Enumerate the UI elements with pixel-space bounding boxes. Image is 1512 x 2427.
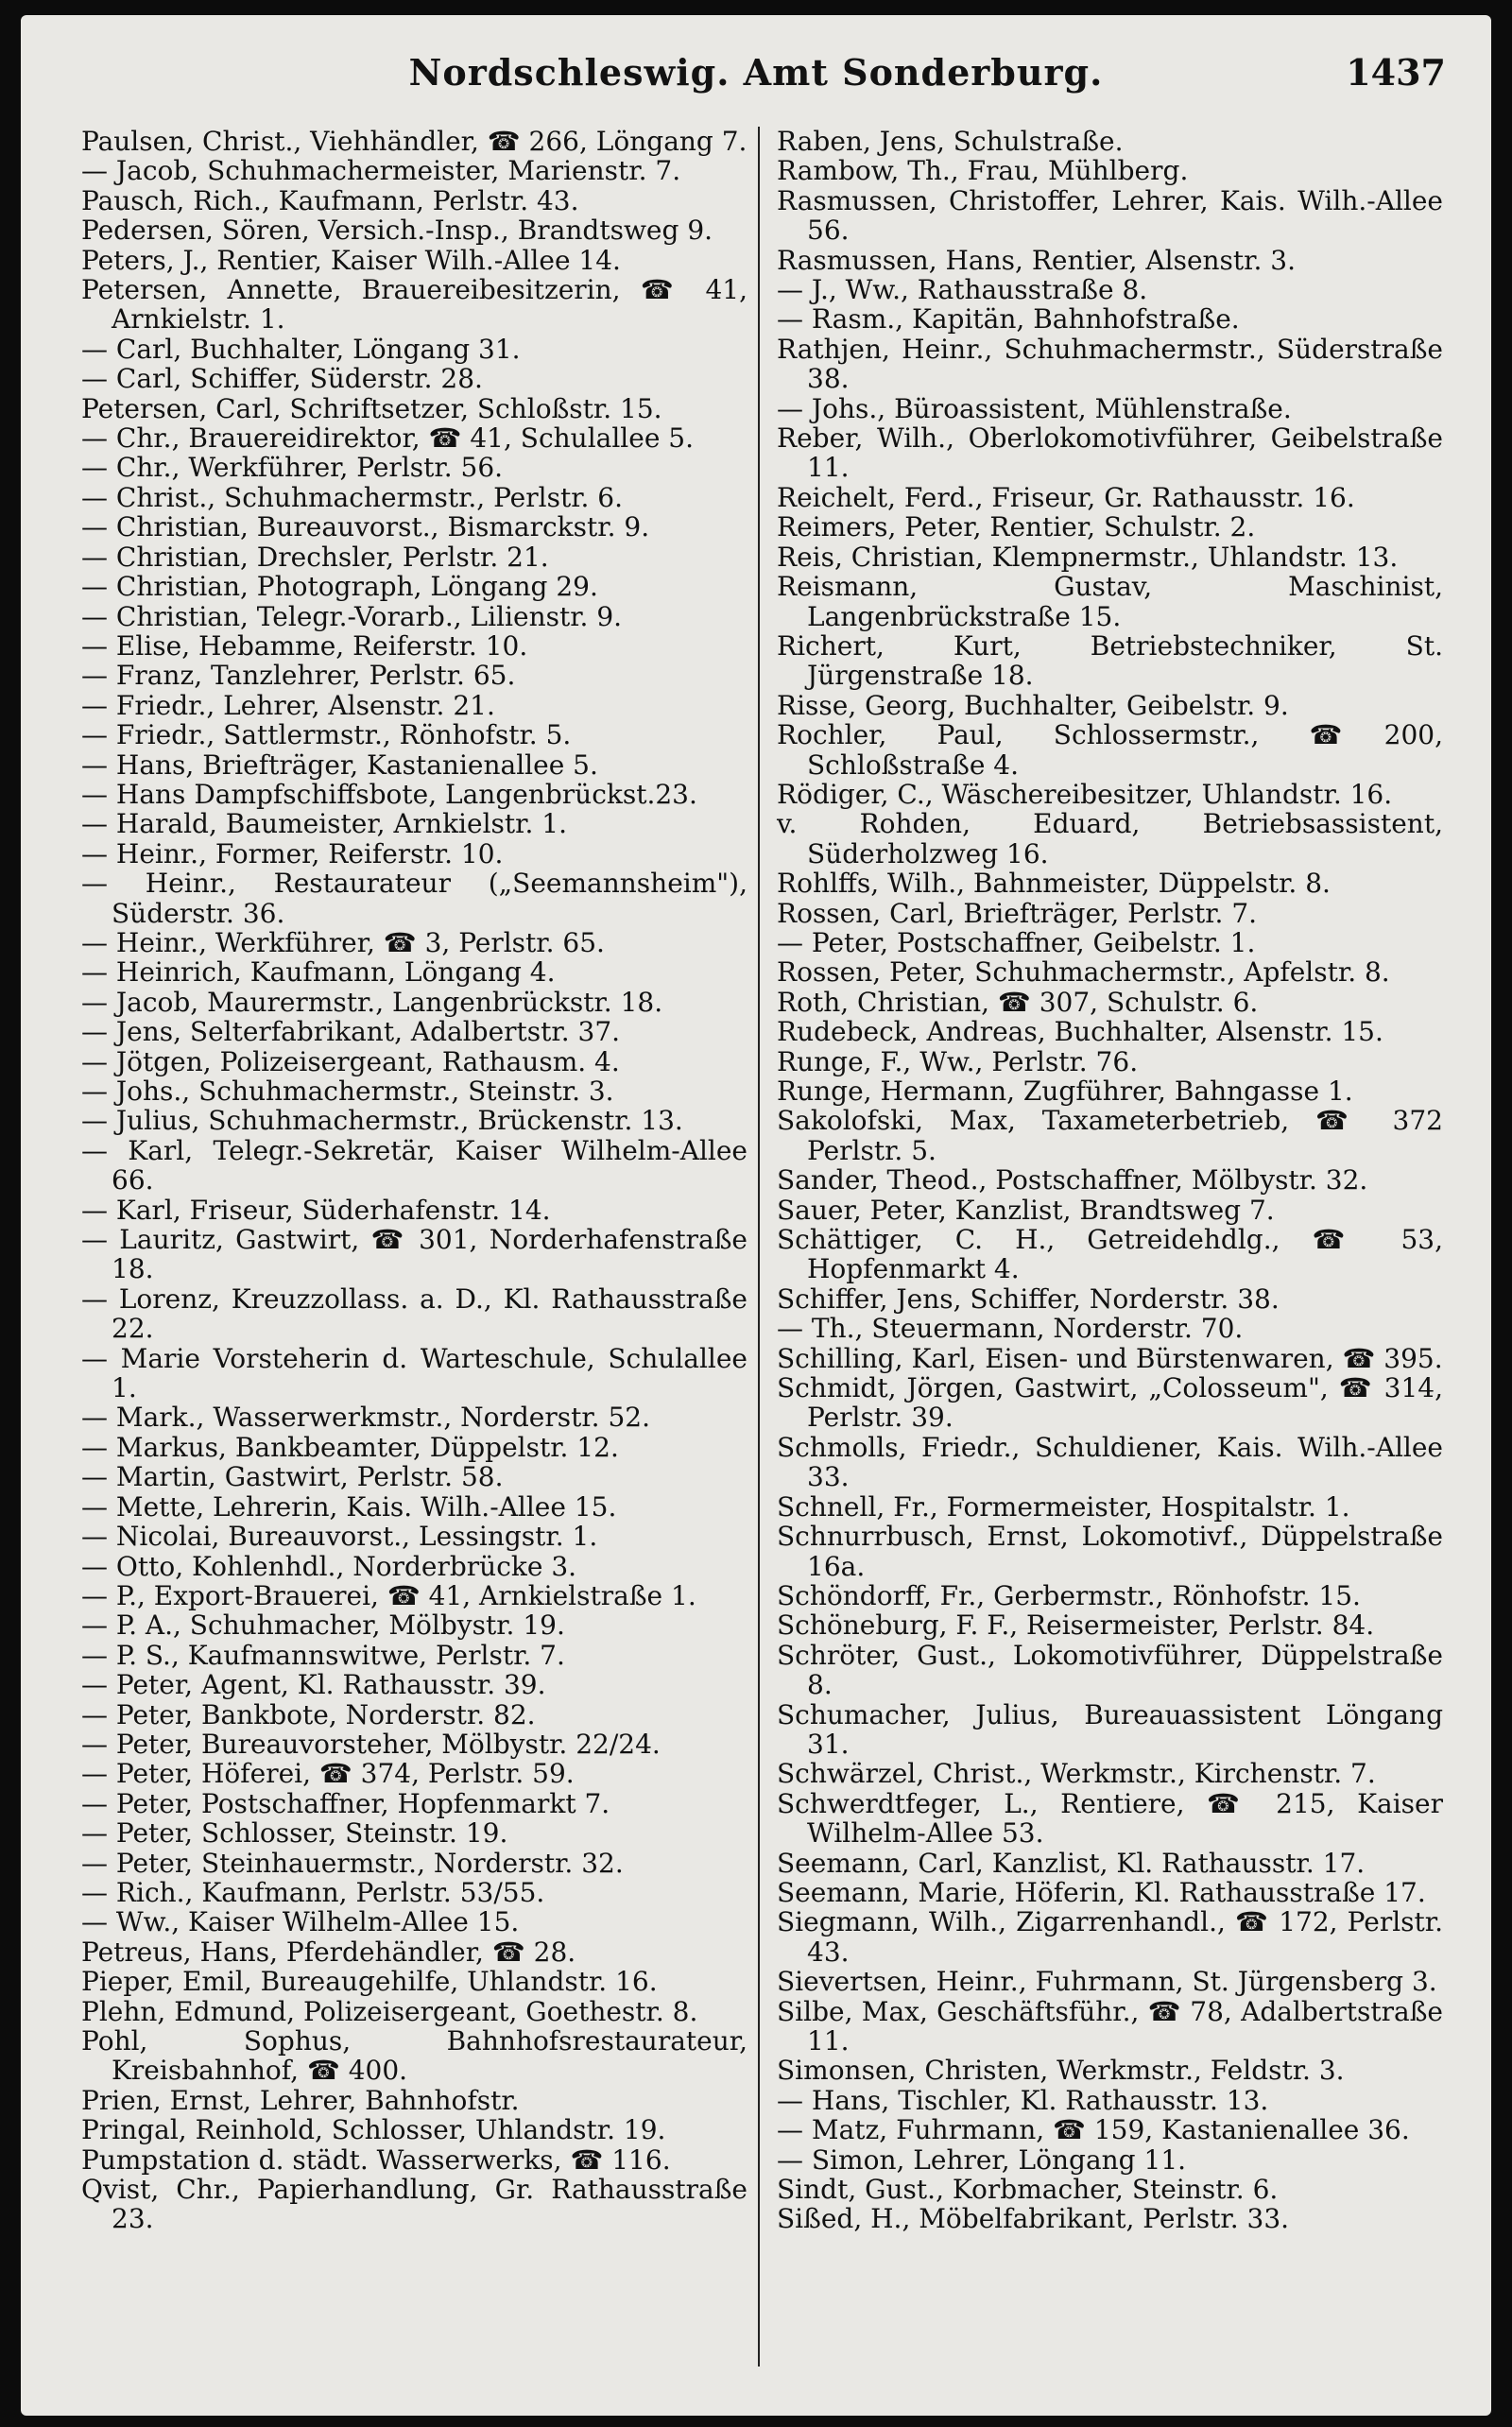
directory-entry: Reimers, Peter, Rentier, Schulstr. 2. [777, 511, 1256, 543]
directory-entry: — Th., Steuermann, Norderstr. 70. [777, 1313, 1244, 1345]
directory-entry: — Christian, Telegr.-Vorarb., Lilienstr. 9. [81, 600, 623, 632]
directory-entry: — Carl, Schiffer, Süderstr. 28. [81, 363, 483, 395]
directory-entry: Pohl, Sophus, Bahnhofsrestaurateur, Kreisbahnhof, ☎ 400. [81, 2025, 747, 2087]
directory-entry: Simonsen, Christen, Werkmstr., Feldstr. 3. [777, 2055, 1345, 2087]
directory-entry: Silbe, Max, Geschäftsführ., ☎ 78, Adalbertstraße 11. [777, 1995, 1443, 2057]
directory-entry: Petreus, Hans, Pferdehändler, ☎ 28. [81, 1936, 576, 1968]
directory-entry: — Hans Dampfschiffsbote, Langenbrückst.23. [81, 778, 697, 810]
directory-entry: — Otto, Kohlenhdl., Norderbrücke 3. [81, 1550, 577, 1582]
directory-entry: Schröter, Gust., Lokomotivführer, Düppelstraße 8. [777, 1639, 1443, 1701]
directory-entry: Reichelt, Ferd., Friseur, Gr. Rathausstr. 16. [777, 481, 1355, 513]
directory-entry: Rochler, Paul, Schlossermstr., ☎200, Schloßstraße 4. [777, 719, 1443, 781]
directory-entry: Pedersen, Sören, Versich.-Insp., Brandtsweg 9. [81, 215, 713, 247]
directory-entry: — Franz, Tanzlehrer, Perlstr. 65. [81, 660, 516, 692]
directory-entry: Schumacher, Julius, Bureauassistent Löngang 31. [777, 1698, 1443, 1760]
directory-entry: Seemann, Marie, Höferin, Kl. Rathausstraße 17. [777, 1876, 1426, 1908]
directory-entry: — Heinr., Werkführer, ☎ 3, Perlstr. 65. [81, 926, 605, 958]
directory-entry: — Heinr., Former, Reiferstr. 10. [81, 837, 504, 869]
directory-entry: Schwärzel, Christ., Werkmstr., Kirchenstr. 7. [777, 1758, 1376, 1790]
directory-entry: — Johs., Schuhmachermstr., Steinstr. 3. [81, 1076, 614, 1107]
directory-entry: Schiffer, Jens, Schiffer, Norderstr. 38. [777, 1282, 1280, 1315]
directory-entry: Schnurrbusch, Ernst, Lokomotivf., Düppelstraße 16a. [777, 1521, 1443, 1582]
directory-entry: Peters, J., Rentier, Kaiser Wilh.-Allee 14. [81, 244, 621, 276]
left-column [81, 127, 747, 2234]
directory-entry: Rossen, Peter, Schuhmachermstr., Apfelstr. 8. [777, 956, 1390, 989]
directory-entry: Reber, Wilh., Oberlokomotivführer, Geibelstraße 11. [777, 422, 1443, 484]
page-header [21, 51, 1491, 108]
page-number: 1437 [1346, 51, 1446, 94]
directory-entry: Paulsen, Christ., Viehhändler, ☎ 266, Löngang 7. [81, 126, 747, 157]
directory-entry: Rasmussen, Hans, Rentier, Alsenstr. 3. [777, 244, 1296, 276]
directory-entry: Prien, Ernst, Lehrer, Bahnhofstr. [81, 2084, 520, 2116]
directory-entry: — Lauritz, Gastwirt, ☎ 301, Norderhafenstraße 18. [81, 1224, 747, 1285]
directory-entry: Sievertsen, Heinr., Fuhrmann, St. Jürgensberg 3. [777, 1966, 1437, 1998]
directory-entry: Pieper, Emil, Bureaugehilfe, Uhlandstr. 16. [81, 1966, 658, 1998]
directory-entry: — Christian, Drechsler, Perlstr. 21. [81, 541, 549, 573]
directory-entry: — P., Export-Brauerei, ☎ 41, Arnkielstraße 1. [81, 1579, 696, 1611]
directory-entry: — Jens, Selterfabrikant, Adalbertstr. 37. [81, 1016, 621, 1048]
directory-entry: Qvist, Chr., Papierhandlung, Gr. Rathausstraße 23. [81, 2174, 747, 2235]
directory-entry: Schättiger, C. H., Getreidehdlg., ☎ 53, Hopfenmarkt 4. [777, 1224, 1443, 1285]
directory-entry: Rathjen, Heinr., Schuhmachermstr., Süderstraße 38. [777, 333, 1443, 395]
directory-entry: — Mark., Wasserwerkmstr., Norderstr. 52. [81, 1402, 650, 1434]
directory-entry: — Peter, Postschaffner, Geibelstr. 1. [777, 926, 1256, 958]
directory-entry: Pumpstation d. städt. Wasserwerks, ☎ 116. [81, 2143, 671, 2176]
directory-entry: — Johs., Büroassistent, Mühlenstraße. [777, 392, 1292, 424]
directory-entry: Runge, Hermann, Zugführer, Bahngasse 1. [777, 1076, 1353, 1107]
directory-entry: Rasmussen, Christoffer, Lehrer, Kais. Wilh.-Allee 56. [777, 184, 1443, 247]
directory-entry: Rohlffs, Wilh., Bahnmeister, Düppelstr. 8. [777, 868, 1331, 900]
directory-entry: — Christian, Photograph, Löngang 29. [81, 571, 598, 603]
directory-entry: — Peter, Höferei, ☎ 374, Perlstr. 59. [81, 1758, 575, 1790]
directory-entry: Reis, Christian, Klempnermstr., Uhlandstr. 13. [777, 541, 1399, 573]
directory-entry: — Mette, Lehrerin, Kais. Wilh.-Allee 15. [81, 1490, 617, 1523]
directory-entry: — Ww., Kaiser Wilhelm-Allee 15. [81, 1906, 520, 1938]
directory-entry: — Markus, Bankbeamter, Düppelstr. 12. [81, 1431, 619, 1463]
column-divider [758, 127, 760, 2367]
directory-entry: — Peter, Steinhauermstr., Norderstr. 32. [81, 1847, 624, 1879]
directory-entry: Schöndorff, Fr., Gerbermstr., Rönhofstr. 15. [777, 1579, 1361, 1611]
directory-entry: — Elise, Hebamme, Reiferstr. 10. [81, 629, 528, 662]
directory-entry: Schnell, Fr., Formermeister, Hospitalstr. 1. [777, 1490, 1350, 1523]
directory-entry: Petersen, Annette, Brauereibesitzerin, ☎ 41, Arnkielstr. 1. [81, 274, 747, 336]
directory-entry: — Julius, Schuhmachermstr., Brückenstr. 13. [81, 1105, 683, 1137]
directory-entry: Schöneburg, F. F., Reisermeister, Perlstr. 84. [777, 1609, 1375, 1642]
directory-entry: Runge, F., Ww., Perlstr. 76. [777, 1045, 1139, 1077]
directory-entry: — Peter, Bankbote, Norderstr. 82. [81, 1698, 536, 1730]
directory-entry: Rossen, Carl, Briefträger, Perlstr. 7. [777, 897, 1258, 929]
directory-entry: Plehn, Edmund, Polizeisergeant, Goethestr. 8. [81, 1995, 698, 2027]
directory-entry: — P. A., Schuhmacher, Mölbystr. 19. [81, 1609, 565, 1642]
right-column [777, 127, 1443, 2234]
directory-entry: — Lorenz, Kreuzzollass. a. D., Kl. Rathausstraße 22. [81, 1282, 747, 1345]
directory-entry: — Peter, Schlosser, Steinstr. 19. [81, 1817, 508, 1850]
directory-entry: — Karl, Telegr.-Sekretär, Kaiser Wilhelm-Allee 66. [81, 1134, 747, 1196]
directory-entry: — Heinrich, Kaufmann, Löngang 4. [81, 956, 556, 989]
directory-entry: — Marie Vorsteherin d. Warteschule, Schulallee 1. [81, 1342, 747, 1404]
directory-entry: Roth, Christian, ☎ 307, Schulstr. 6. [777, 986, 1259, 1018]
directory-page [21, 15, 1491, 2416]
directory-entry: Sauer, Peter, Kanzlist, Brandtsweg 7. [777, 1194, 1275, 1226]
directory-entry: — J., Ww., Rathausstraße 8. [777, 274, 1148, 306]
directory-entry: — Harald, Baumeister, Arnkielstr. 1. [81, 808, 567, 840]
directory-entry: — Hans, Briefträger, Kastanienallee 5. [81, 749, 598, 781]
directory-entry: Rambow, Th., Frau, Mühlberg. [777, 155, 1189, 187]
directory-entry: — Karl, Friseur, Süderhafenstr. 14. [81, 1194, 551, 1226]
directory-entry: Schilling, Karl, Eisen- und Bürstenwaren, ☎ 395. [777, 1342, 1443, 1374]
directory-entry: Rudebeck, Andreas, Buchhalter, Alsenstr. 15. [777, 1016, 1383, 1048]
directory-entry: Raben, Jens, Schulstraße. [777, 126, 1124, 157]
directory-entry: Pringal, Reinhold, Schlosser, Uhlandstr. 19. [81, 2114, 666, 2146]
directory-entry: — Peter, Postschaffner, Hopfenmarkt 7. [81, 1787, 610, 1819]
directory-entry: Schmidt, Jörgen, Gastwirt, „Colosseum", ☎ 314, Perlstr. 39. [777, 1372, 1443, 1434]
directory-entry: Sander, Theod., Postschaffner, Mölbystr. 32. [777, 1164, 1368, 1196]
directory-entry: Schwerdtfeger, L., Rentiere, ☎ 215, Kaiser Wilhelm-Allee 53. [777, 1787, 1443, 1850]
directory-entry: — Chr., Brauereidirektor, ☎ 41, Schulallee 5. [81, 422, 695, 455]
directory-entry: Sindt, Gust., Korbmacher, Steinstr. 6. [777, 2174, 1279, 2206]
directory-entry: Sakolofski, Max, Taxameterbetrieb, ☎ 372 Perlstr. 5. [777, 1105, 1443, 1166]
directory-entry: — Rasm., Kapitän, Bahnhofstraße. [777, 303, 1240, 336]
directory-entry: — Nicolai, Bureauvorst., Lessingstr. 1. [81, 1521, 598, 1553]
directory-entry: — Rich., Kaufmann, Perlstr. 53/55. [81, 1876, 545, 1908]
directory-entry: v. Rohden, Eduard, Betriebsassistent, Süderholzweg 16. [777, 808, 1443, 869]
directory-entry: Reismann, Gustav, Maschinist, Langenbrückstraße 15. [777, 571, 1443, 632]
directory-entry: Risse, Georg, Buchhalter, Geibelstr. 9. [777, 689, 1289, 721]
directory-entry: Richert, Kurt, Betriebstechniker, St. Jürgenstraße 18. [777, 629, 1443, 692]
directory-entry: — Peter, Agent, Kl. Rathausstr. 39. [81, 1669, 546, 1701]
directory-entry: — Heinr., Restaurateur („Seemannsheim"), Süderstr. 36. [81, 868, 747, 929]
directory-entry: — Jötgen, Polizeisergeant, Rathausm. 4. [81, 1045, 620, 1077]
directory-entry: — Martin, Gastwirt, Perlstr. 58. [81, 1461, 504, 1493]
directory-entry: — Hans, Tischler, Kl. Rathausstr. 13. [777, 2084, 1269, 2116]
directory-entry: Sißed, H., Möbelfabrikant, Perlstr. 33. [777, 2203, 1290, 2235]
directory-entry: Seemann, Carl, Kanzlist, Kl. Rathausstr. 17. [777, 1847, 1366, 1879]
directory-entry: — Matz, Fuhrmann, ☎ 159, Kastanienallee 36. [777, 2114, 1410, 2146]
directory-entry: — Chr., Werkführer, Perlstr. 56. [81, 452, 504, 484]
directory-entry: — Simon, Lehrer, Löngang 11. [777, 2143, 1187, 2176]
directory-entry: Rödiger, C., Wäschereibesitzer, Uhlandstr. 16. [777, 778, 1393, 810]
directory-entry: Petersen, Carl, Schriftsetzer, Schloßstr. 15. [81, 392, 662, 424]
directory-entry: Pausch, Rich., Kaufmann, Perlstr. 43. [81, 184, 579, 216]
directory-entry: — P. S., Kaufmannswitwe, Perlstr. 7. [81, 1639, 565, 1671]
directory-entry: — Jacob, Maurermstr., Langenbrückstr. 18. [81, 986, 663, 1018]
page-title: Nordschleswig. Amt Sonderburg. [408, 51, 1104, 94]
directory-entry: — Friedr., Sattlermstr., Rönhofstr. 5. [81, 719, 572, 751]
directory-entry: — Peter, Bureauvorsteher, Mölbystr. 22/24. [81, 1728, 661, 1760]
directory-entry: Siegmann, Wilh., Zigarrenhandl., ☎ 172, Perlstr. 43. [777, 1906, 1443, 1968]
directory-entry: — Carl, Buchhalter, Löngang 31. [81, 333, 521, 365]
directory-entry: — Jacob, Schuhmachermeister, Marienstr. 7. [81, 155, 681, 187]
directory-entry: — Friedr., Lehrer, Alsenstr. 21. [81, 689, 495, 721]
directory-entry: — Christ., Schuhmachermstr., Perlstr. 6. [81, 481, 624, 513]
directory-entry: — Christian, Bureauvorst., Bismarckstr. 9. [81, 511, 650, 543]
directory-entry: Schmolls, Friedr., Schuldiener, Kais. Wilh.-Allee 33. [777, 1431, 1443, 1493]
